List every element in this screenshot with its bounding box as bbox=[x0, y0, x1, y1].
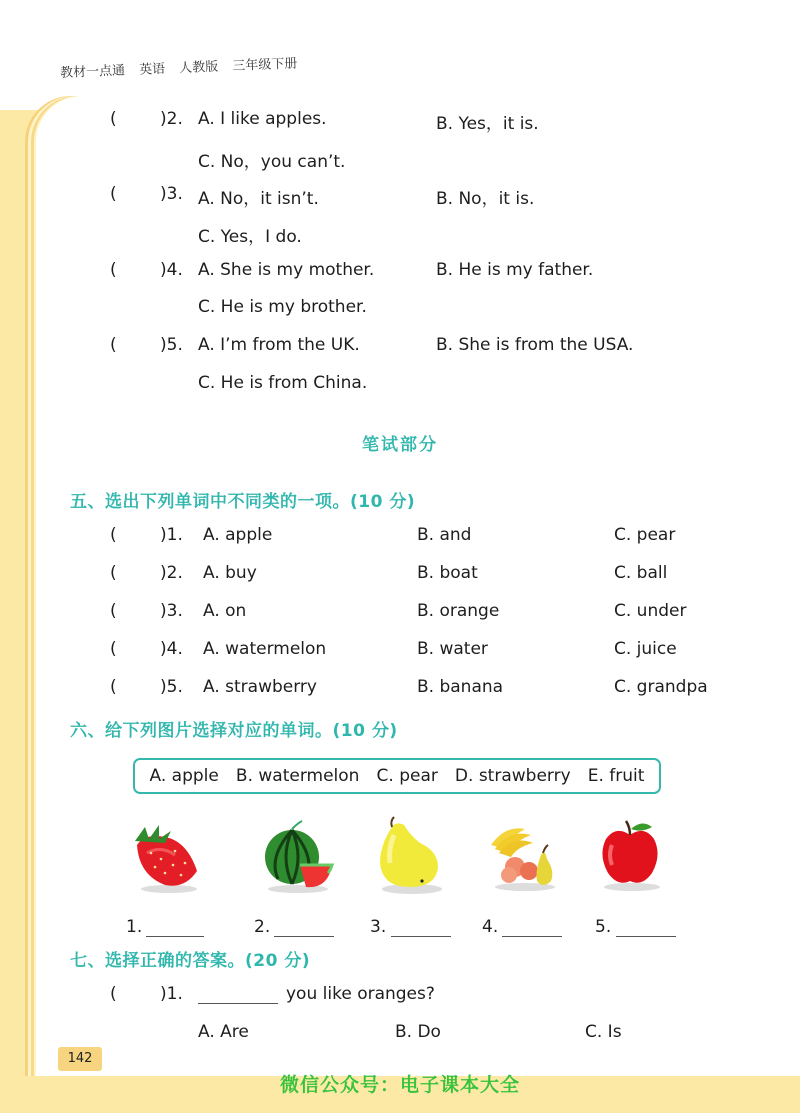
option-c: C. juice bbox=[614, 639, 677, 659]
word-bank-box bbox=[133, 758, 661, 794]
option-b: B. Yes，it is. bbox=[436, 114, 539, 134]
question-number: )3. bbox=[160, 184, 183, 204]
question-number: )3. bbox=[160, 601, 183, 621]
option-c: C. He is my brother. bbox=[198, 297, 367, 317]
header-subject: 英语 bbox=[138, 61, 166, 78]
option-b: B. water bbox=[417, 639, 488, 659]
option-b: B. and bbox=[417, 525, 472, 545]
blank-line[interactable] bbox=[616, 918, 676, 937]
answer-paren[interactable]: ( bbox=[110, 109, 117, 129]
word-bank-item: E. fruit bbox=[587, 766, 645, 786]
blank-line[interactable] bbox=[391, 918, 451, 937]
header-edition: 人教版 bbox=[178, 59, 219, 77]
option-a: A. apple bbox=[203, 525, 273, 545]
fruit-picture bbox=[485, 815, 565, 895]
question-number: )1. bbox=[160, 525, 183, 545]
option-c: C. He is from China. bbox=[198, 373, 368, 393]
section-7-title: 七、选择正确的答案。(20 分) bbox=[70, 951, 311, 971]
option-a: A. I’m from the UK. bbox=[198, 335, 360, 355]
option-b: B. orange bbox=[417, 601, 500, 621]
watermelon-picture bbox=[258, 815, 338, 895]
word-bank-item: B. watermelon bbox=[235, 766, 360, 786]
question-number: )5. bbox=[160, 335, 183, 355]
section-6-title: 六、给下列图片选择对应的单词。(10 分) bbox=[70, 721, 398, 741]
answer-paren[interactable]: ( bbox=[110, 639, 117, 659]
option-c: C. Is bbox=[585, 1022, 622, 1042]
blank-line[interactable] bbox=[274, 918, 334, 937]
option-a: A. She is my mother. bbox=[198, 260, 375, 280]
strawberry-picture bbox=[125, 815, 205, 895]
option-b: B. No，it is. bbox=[436, 189, 535, 209]
option-c: C. pear bbox=[614, 525, 676, 545]
option-b: B. boat bbox=[417, 563, 478, 583]
question-stem: you like oranges? bbox=[286, 984, 435, 1004]
option-c: C. ball bbox=[614, 563, 668, 583]
question-number: )2. bbox=[160, 563, 183, 583]
question-number: )4. bbox=[160, 639, 183, 659]
top-band bbox=[0, 0, 800, 110]
option-c: C. grandpa bbox=[614, 677, 708, 697]
option-a: A. strawberry bbox=[203, 677, 317, 697]
fill-blank[interactable] bbox=[198, 985, 278, 1004]
answer-paren[interactable]: ( bbox=[110, 260, 117, 280]
option-a: A. watermelon bbox=[203, 639, 327, 659]
watermark-text: 微信公众号：电子课本大全 bbox=[279, 1074, 520, 1096]
option-a: A. Are bbox=[198, 1022, 249, 1042]
blank-number: 5. bbox=[595, 917, 612, 937]
option-c: C. Yes，I do. bbox=[198, 227, 302, 247]
question-number: )2. bbox=[160, 109, 183, 129]
option-c: C. under bbox=[614, 601, 687, 621]
blank-line[interactable] bbox=[146, 918, 204, 937]
answer-paren[interactable]: ( bbox=[110, 525, 117, 545]
apple-picture bbox=[596, 815, 676, 895]
question-number: )4. bbox=[160, 260, 183, 280]
answer-paren[interactable]: ( bbox=[110, 563, 117, 583]
page-number: 142 bbox=[58, 1047, 102, 1071]
answer-paren[interactable]: ( bbox=[110, 984, 117, 1004]
answer-paren[interactable]: ( bbox=[110, 184, 117, 204]
blank-number: 1. bbox=[126, 917, 143, 937]
option-a: A. on bbox=[203, 601, 247, 621]
blank-number: 3. bbox=[370, 917, 387, 937]
word-bank-item: C. pear bbox=[376, 766, 438, 786]
blank-line[interactable] bbox=[502, 918, 562, 937]
written-part-title: 笔试部分 bbox=[362, 435, 438, 455]
word-bank-item: D. strawberry bbox=[454, 766, 571, 786]
option-a: A. buy bbox=[203, 563, 257, 583]
word-bank-item: A. apple bbox=[149, 766, 219, 786]
header-book: 教材一点通 bbox=[59, 63, 126, 81]
option-b: B. She is from the USA. bbox=[436, 335, 634, 355]
answer-paren[interactable]: ( bbox=[110, 677, 117, 697]
answer-paren[interactable]: ( bbox=[110, 335, 117, 355]
pear-picture bbox=[370, 815, 450, 895]
blank-number: 4. bbox=[482, 917, 499, 937]
answer-paren[interactable]: ( bbox=[110, 601, 117, 621]
blank-number: 2. bbox=[254, 917, 271, 937]
option-b: B. He is my father. bbox=[436, 260, 594, 280]
section-5-title: 五、选出下列单词中不同类的一项。(10 分) bbox=[70, 492, 416, 512]
option-b: B. banana bbox=[417, 677, 504, 697]
option-a: A. No，it isn’t. bbox=[198, 189, 319, 209]
question-number: )5. bbox=[160, 677, 183, 697]
header-grade: 三年级下册 bbox=[232, 56, 298, 75]
option-a: A. I like apples. bbox=[198, 109, 327, 129]
option-b: B. Do bbox=[395, 1022, 441, 1042]
option-c: C. No，you can’t. bbox=[198, 152, 346, 172]
question-number: )1. bbox=[160, 984, 183, 1004]
